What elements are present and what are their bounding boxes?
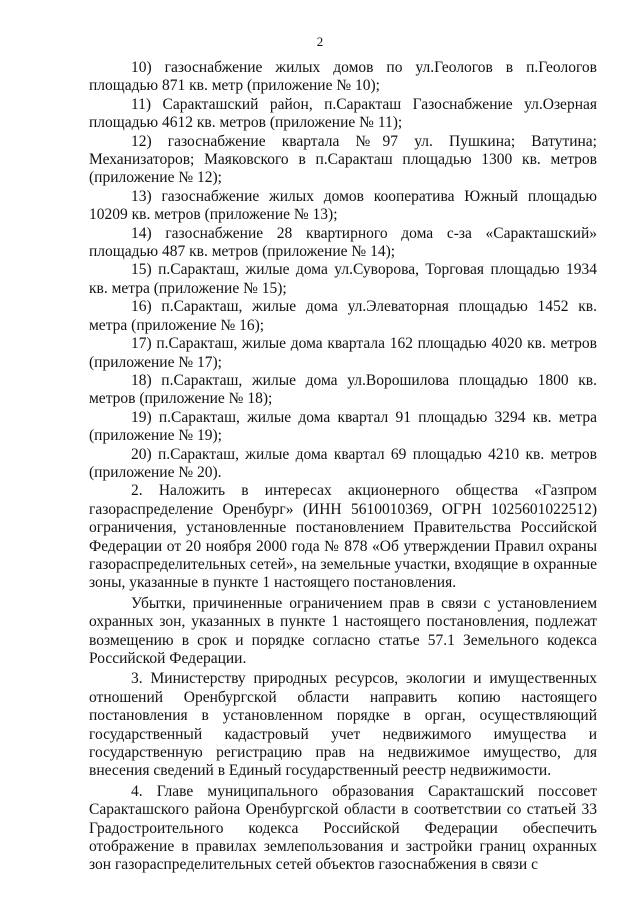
list-item-15: 15) п.Саракташ, жилые дома ул.Суворова, Торговая площадью 1934 кв. метра (приложение № 15); <box>89 261 597 297</box>
page-number: 2 <box>316 34 324 49</box>
list-item-19: 19) п.Саракташ, жилые дома квартал 91 площадью 3294 кв. метра (приложение № 19); <box>89 408 597 445</box>
list-item-20: 20) п.Саракташ, жилые дома квартал 69 площадью 4210 кв. метров (приложение № 20). <box>89 445 597 481</box>
paragraph-3: 3. Министерству природных ресурсов, экологии и имущественных отношений Оренбургской области направить копию настоящего постановления в установленном порядке в орган, осуществляющий государственный кадастровый учет недвижимого имущества и государственную регистрацию прав на недвижимое имущество, для внесения сведений в Единый государственный реестр недвижимости. <box>89 670 597 780</box>
list-item-10: 10) газоснабжение жилых домов по ул.Геологов в п.Геологов площадью 871 кв. метр (приложение № 10); <box>89 59 597 95</box>
paragraph-damages: Убытки, причиненные ограничением прав в связи с установлением охранных зон, указанных в пункте 1 настоящего постановления, подлежат возмещению в срок и порядке согласно статье 57.1 Земельного кодекса Российской Федерации. <box>89 594 597 667</box>
list-item-18: 18) п.Саракташ, жилые дома ул.Ворошилова площадью 1800 кв. метров (приложение № 18); <box>89 371 597 408</box>
list-item-14: 14) газоснабжение 28 квартирного дома с-за «Саракташский» площадью 487 кв. метров (приложение № 14); <box>89 224 597 261</box>
list-item-13: 13) газоснабжение жилых домов кооператива Южный площадью 10209 кв. метров (приложение № 13); <box>89 187 597 224</box>
list-item-17: 17) п.Саракташ, жилые дома квартала 162 площадью 4020 кв. метров (приложение № 17); <box>89 335 597 371</box>
document-body <box>89 59 597 875</box>
list-item-12: 12) газоснабжение квартала №97 ул. Пушкина; Ватутина; Механизаторов; Маяковского в п.Саракташ площадью 1300 кв. метров (приложение № 12); <box>89 132 597 187</box>
list-item-11: 11) Саракташский район, п.Саракташ Газоснабжение ул.Озерная площадью 4612 кв. метров (приложение № 11); <box>89 95 597 132</box>
paragraph-2: 2. Наложить в интересах акционерного общества «Газпром газораспределение Оренбург» (ИНН 5610010369, ОГРН 1025601022512) ограничения, установленные постановлением Правительства Российской Федерации от 20 ноября 2000 года № 878 «Об утверждении Правил охраны газораспределительных сетей», на земельные участки, входящие в охранные зоны, указанные в пункте 1 настоящего постановления. <box>89 482 597 592</box>
list-item-16: 16) п.Саракташ, жилые дома ул.Элеваторная площадью 1452 кв. метра (приложение № 16); <box>89 298 597 334</box>
paragraph-4: 4. Главе муниципального образования Саракташский поссовет Саракташского района Оренбургской области в соответствии со статьей 33 Градостроительного кодекса Российской Федерации обеспечить отображение в правилах землепользования и застройки границ охранных зон газораспределительных сетей объектов газоснабжения в связи с <box>89 782 597 874</box>
